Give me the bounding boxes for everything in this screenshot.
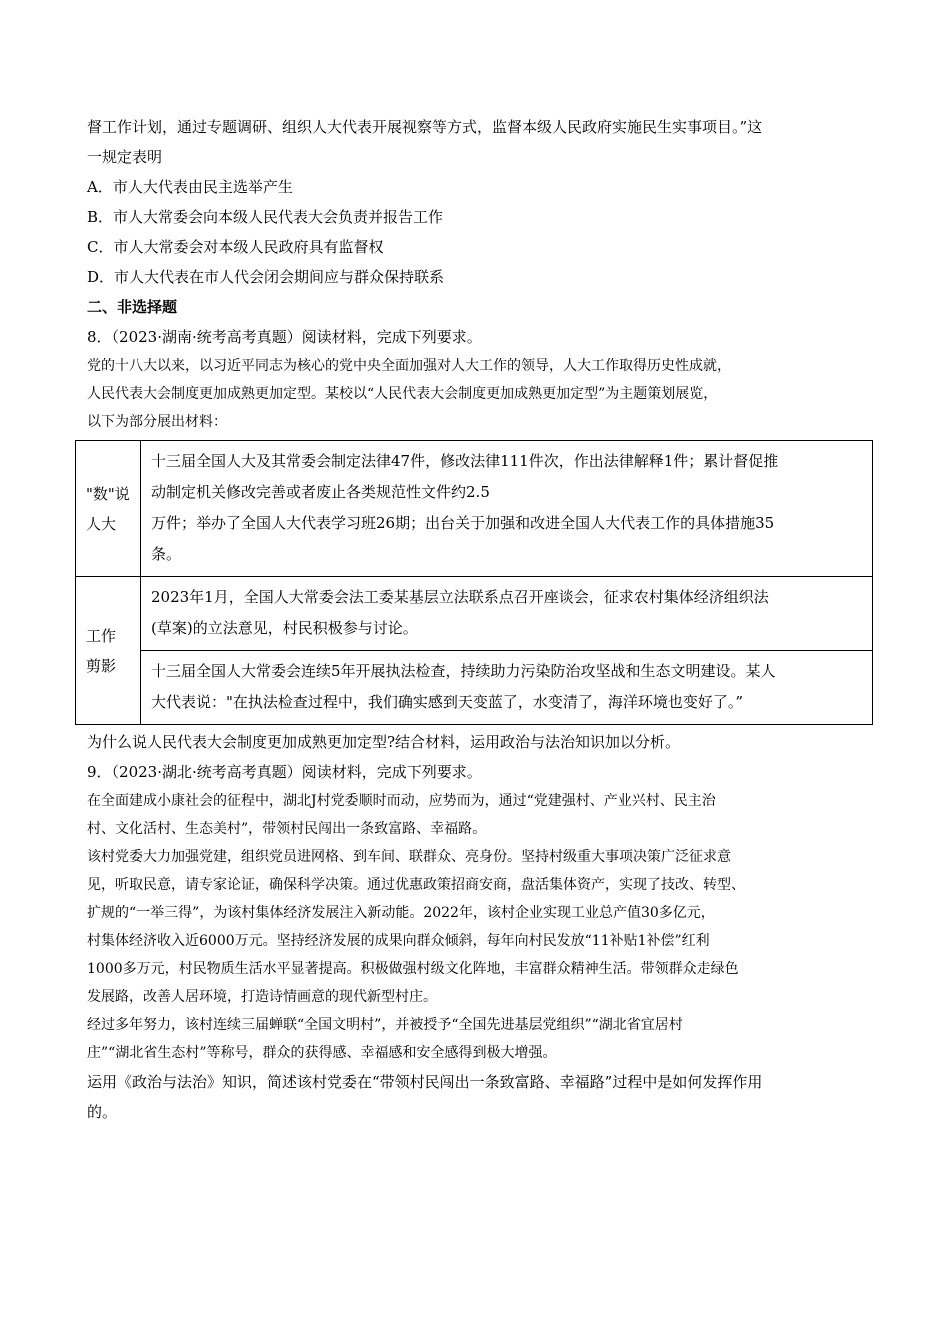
q9-material-line: 村、文化活村、生态美村”，带领村民闯出一条致富路、幸福路。 — [87, 821, 487, 837]
q9-material-line: 经过多年努力，该村连续三届蝉联“全国文明村”，并被授予“全国先进基层党组织”“湖北省宜居村 — [87, 1017, 683, 1033]
q9-material-line: 村集体经济收入近6000万元。坚持经济发展的成果向群众倾斜，每年向村民发放“11补贴1补偿”红利 — [87, 933, 710, 949]
q9-header: 9．（2023·湖北·统考高考真题）阅读材料，完成下列要求。 — [87, 763, 482, 781]
row1-line2: 动制定机关修改完善或者废止各类规范性文件约2.5 — [151, 483, 490, 501]
table-row — [76, 651, 873, 725]
q9-material-line: 1000多万元，村民物质生活水平显著提高。积极做强村级文化阵地，丰富群众精神生活。带领群众走绿色 — [87, 961, 739, 977]
q8-material-line: 以下为部分展出材料： — [87, 414, 227, 430]
table-row — [76, 577, 873, 651]
section-title: 二、非选择题 — [87, 298, 178, 316]
q9-material-line: 扩规的“一举三得”，为该村集体经济发展注入新动能。2022年，该村企业实现工业总产值30多亿元， — [87, 905, 715, 921]
q7-option-a: A．市人大代表由民主选举产生 — [87, 178, 293, 196]
row1-line3: 万件；举办了全国人大代表学习班26期；出台关于加强和改进全国人大代表工作的具体措施35 — [151, 514, 775, 532]
q9-question-line1: 运用《政治与法治》知识，简述该村党委在“带领村民闯出一条致富路、幸福路”过程中是如何发挥作用 — [87, 1073, 763, 1091]
row2a-line1: 2023年1月，全国人大常委会法工委某基层立法联系点召开座谈会，征求农村集体经济组织法 — [151, 588, 769, 606]
table-row-header — [76, 577, 141, 725]
row1-line4: 条。 — [151, 545, 182, 563]
q9-material-line: 见，听取民意，请专家论证，确保科学决策。通过优惠政策招商安商，盘活集体资产，实现了技改、转型、 — [87, 877, 745, 893]
q7-option-c: C．市人大常委会对本级人民政府具有监督权 — [87, 238, 384, 256]
q7-stem-line1: 督工作计划，通过专题调研、组织人大代表开展视察等方式，监督本级人民政府实施民生实事项目。”这 — [87, 118, 763, 136]
table-cell — [141, 577, 873, 651]
row1-header-line1: "数"说 — [86, 484, 130, 503]
table-row — [76, 441, 873, 577]
q8-question: 为什么说人民代表大会制度更加成熟更加定型?结合材料，运用政治与法治知识加以分析。 — [87, 733, 681, 751]
table-row-header — [76, 441, 141, 577]
row2b-line1: 十三届全国人大常委会连续5年开展执法检查，持续助力污染防治攻坚战和生态文明建设。某人 — [151, 662, 776, 680]
row2a-line2: (草案)的立法意见，村民积极参与讨论。 — [151, 619, 418, 637]
q9-material-line: 发展路，改善人居环境，打造诗情画意的现代新型村庄。 — [87, 989, 437, 1005]
q7-option-b: B．市人大常委会向本级人民代表大会负责并报告工作 — [87, 208, 444, 226]
q9-material-line: 庄”“湖北省生态村”等称号，群众的获得感、幸福感和安全感得到极大增强。 — [87, 1045, 557, 1061]
q7-stem-line2: 一规定表明 — [87, 148, 163, 166]
q7-option-d: D．市人大代表在市人代会闭会期间应与群众保持联系 — [87, 268, 445, 286]
table-cell — [141, 441, 873, 577]
row1-header-line2: 人大 — [86, 514, 117, 533]
q8-material-table — [75, 440, 873, 725]
q8-material-line: 党的十八大以来，以习近平同志为核心的党中央全面加强对人大工作的领导，人大工作取得历史性成就， — [87, 358, 731, 374]
q8-header: 8．（2023·湖南·统考高考真题）阅读材料，完成下列要求。 — [87, 328, 482, 346]
q8-material-line: 人民代表大会制度更加成熟更加定型。某校以“人民代表大会制度更加成熟更加定型”为主题策划展览， — [87, 386, 718, 402]
q9-material-line: 该村党委大力加强党建，组织党员进网格、到车间、联群众、亮身份。坚持村级重大事项决策广泛征求意 — [87, 849, 731, 865]
table-cell — [141, 651, 873, 725]
q9-material-line: 在全面建成小康社会的征程中，湖北J村党委顺时而动，应势而为，通过“党建强村、产业兴村、民主治 — [87, 793, 716, 809]
document-page — [87, 112, 862, 1127]
row2-header-line2: 剪影 — [86, 656, 117, 675]
row1-line1: 十三届全国人大及其常委会制定法律47件，修改法律111件次，作出法律解释1件；累计督促推 — [151, 452, 779, 470]
q9-question-line2: 的。 — [87, 1103, 118, 1121]
row2b-line2: 大代表说："在执法检查过程中，我们确实感到天变蓝了，水变清了，海洋环境也变好了。” — [151, 693, 744, 711]
row2-header-line1: 工作 — [86, 626, 117, 645]
